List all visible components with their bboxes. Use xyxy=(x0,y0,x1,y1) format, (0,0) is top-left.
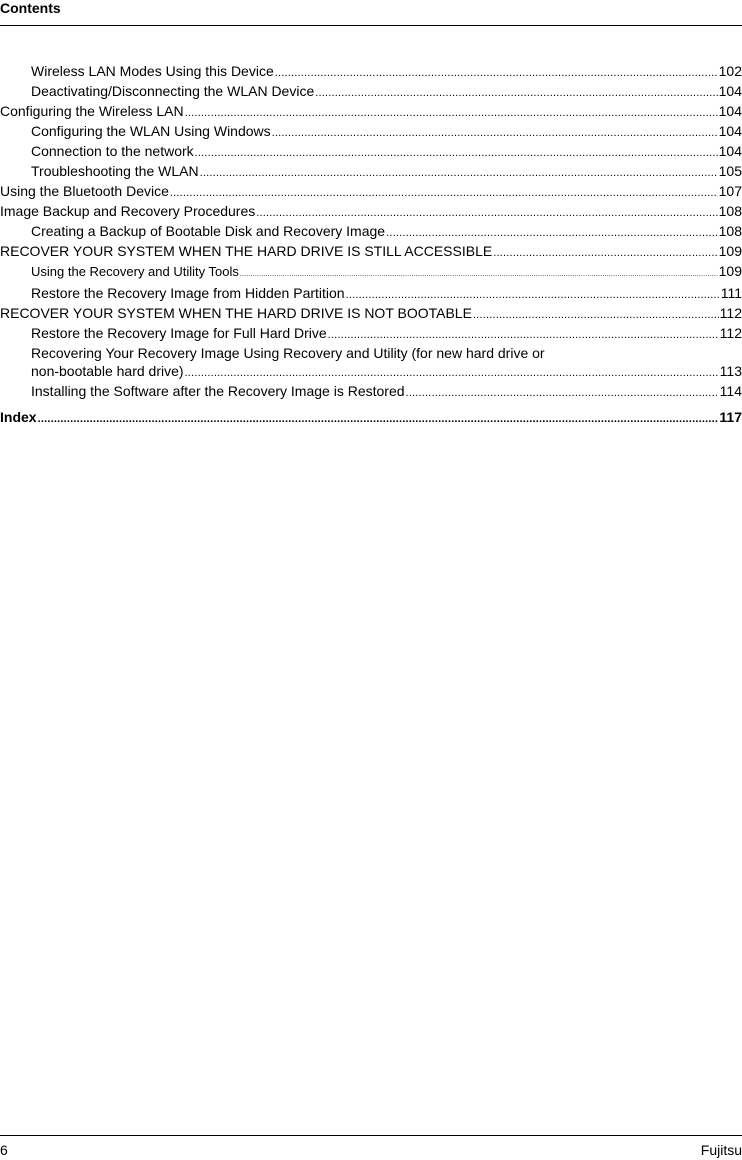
toc-entry-title: Restore the Recovery Image from Hidden Partition xyxy=(31,285,345,301)
dot-leader xyxy=(38,408,719,428)
dot-leader xyxy=(256,202,717,222)
toc-entry-page: 104 xyxy=(718,143,742,159)
toc-entry-title: Configuring the WLAN Using Windows xyxy=(31,123,271,139)
toc-entry-page: 114 xyxy=(719,383,742,399)
toc-entry-title: Index xyxy=(0,409,37,425)
toc-entry-configuring-wlan-windows[interactable] xyxy=(0,122,742,142)
toc-entry-image-backup[interactable] xyxy=(0,202,742,222)
toc-entry-page: 108 xyxy=(718,223,742,239)
toc-entry-title: Configuring the Wireless LAN xyxy=(0,103,184,119)
dot-leader xyxy=(272,122,718,142)
toc-entry-title: Wireless LAN Modes Using this Device xyxy=(31,63,274,79)
toc-entry-configuring-wireless-lan[interactable] xyxy=(0,102,742,122)
toc-entry-page: 117 xyxy=(719,409,742,425)
dot-leader xyxy=(328,324,719,344)
footer-divider xyxy=(0,1135,742,1136)
toc-entry-restore-full-drive[interactable] xyxy=(0,324,742,344)
toc-entry-page: 112 xyxy=(719,325,742,341)
toc-entry-title: Restore the Recovery Image for Full Hard Drive xyxy=(31,325,327,341)
dot-leader xyxy=(170,182,718,202)
footer-page-number: 6 xyxy=(0,1142,8,1158)
toc-entry-title: non-bootable hard drive) xyxy=(31,363,184,379)
dot-leader xyxy=(275,62,718,82)
toc-entry-title: Creating a Backup of Bootable Disk and Recovery Image xyxy=(31,223,386,239)
toc-entry-recover-not-bootable[interactable] xyxy=(0,304,742,324)
table-of-contents xyxy=(0,31,742,428)
toc-entry-title: Using the Recovery and Utility Tools xyxy=(31,264,239,279)
toc-entry-recovering-image-line2[interactable] xyxy=(0,362,742,382)
toc-entry-title: Image Backup and Recovery Procedures xyxy=(0,203,256,219)
toc-entry-page: 104 xyxy=(718,83,742,99)
toc-entry-page: 111 xyxy=(720,285,742,301)
dot-leader xyxy=(200,162,718,182)
toc-entry-page: 105 xyxy=(718,163,742,179)
toc-entry-creating-backup[interactable] xyxy=(0,222,742,242)
toc-entry-title: RECOVER YOUR SYSTEM WHEN THE HARD DRIVE IS NOT BOOTABLE xyxy=(0,305,472,321)
toc-entry-restore-hidden-partition[interactable] xyxy=(0,284,742,304)
dot-leader xyxy=(185,362,719,382)
toc-entry-page: 113 xyxy=(719,363,742,379)
toc-entry-bluetooth[interactable] xyxy=(0,182,742,202)
toc-entry-page: 102 xyxy=(718,63,742,79)
toc-entry-troubleshooting-wlan[interactable] xyxy=(0,162,742,182)
dot-leader xyxy=(386,222,718,242)
toc-entry-wlan-modes[interactable] xyxy=(0,62,742,82)
header-divider xyxy=(0,25,742,26)
dot-leader xyxy=(240,262,718,284)
dot-leader xyxy=(473,304,719,324)
toc-entry-connection-network[interactable] xyxy=(0,142,742,162)
dot-leader xyxy=(346,284,720,304)
toc-entry-title: Troubleshooting the WLAN xyxy=(31,163,199,179)
toc-entry-page: 104 xyxy=(718,103,742,119)
dot-leader xyxy=(195,142,718,162)
toc-entry-index[interactable] xyxy=(0,408,742,428)
toc-entry-title: RECOVER YOUR SYSTEM WHEN THE HARD DRIVE IS STILL ACCESSIBLE xyxy=(0,243,493,259)
toc-entry-recover-accessible[interactable] xyxy=(0,242,742,262)
toc-entry-deactivating-wlan[interactable] xyxy=(0,82,742,102)
toc-entry-recovering-image-line1[interactable] xyxy=(0,344,742,362)
toc-entry-page: 104 xyxy=(718,123,742,139)
toc-entry-page: 112 xyxy=(719,305,742,321)
toc-entry-page: 108 xyxy=(718,203,742,219)
toc-entry-title: Connection to the network xyxy=(31,143,194,159)
footer-brand: Fujitsu xyxy=(700,1142,742,1158)
toc-entry-title: Deactivating/Disconnecting the WLAN Device xyxy=(31,83,315,99)
toc-entry-page: 109 xyxy=(718,263,742,279)
toc-entry-title: Installing the Software after the Recovery Image is Restored xyxy=(31,383,405,399)
dot-leader xyxy=(185,102,718,122)
dot-leader xyxy=(493,242,717,262)
toc-entry-page: 107 xyxy=(718,183,742,199)
toc-entry-title: Using the Bluetooth Device xyxy=(0,183,169,199)
toc-entry-page: 109 xyxy=(718,243,742,259)
dot-leader xyxy=(406,382,719,402)
toc-entry-recovery-utility-tools[interactable] xyxy=(0,262,742,284)
dot-leader xyxy=(315,82,717,102)
toc-entry-title: Recovering Your Recovery Image Using Recovery and Utility (for new hard drive or xyxy=(31,345,545,361)
toc-entry-installing-software[interactable] xyxy=(0,382,742,402)
page-title: Contents xyxy=(0,0,61,16)
